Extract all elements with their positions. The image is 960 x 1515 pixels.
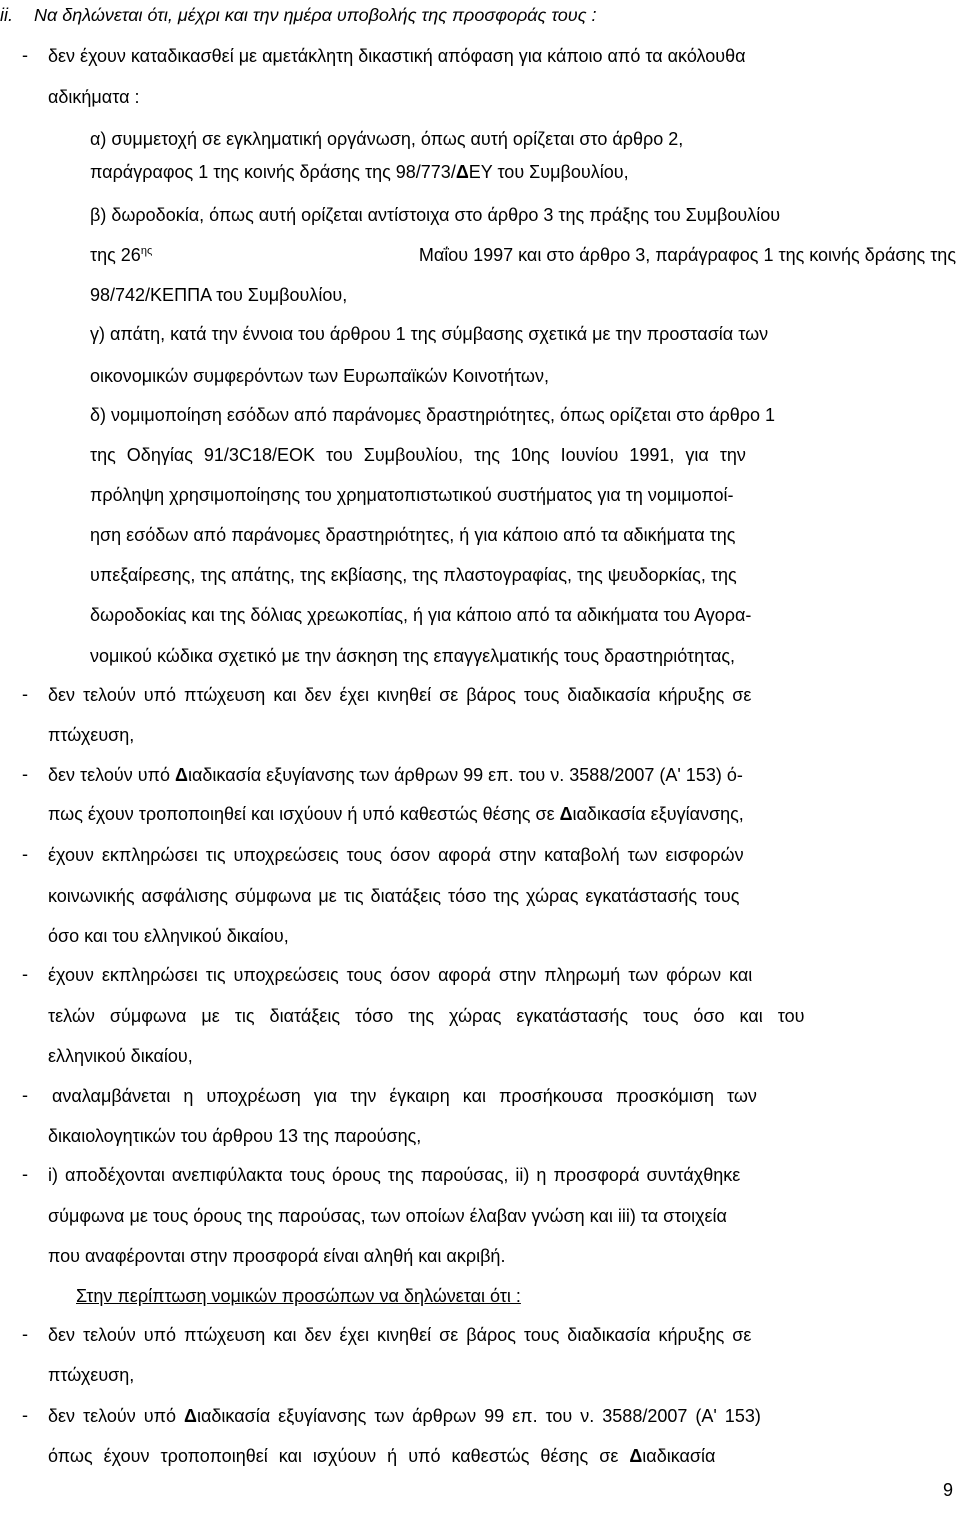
obligation-line-1: αναλαμβάνεται η υποχρέωση για την έγκαιρη και προσήκουσα προσκόμιση των (52, 1086, 757, 1106)
item-d-line-5: υπεξαίρεσης, της απάτης, της εκβίασης, της πλαστογραφίας, της ψευδορκίας, της (90, 565, 737, 585)
section-numeral: ii. (0, 5, 13, 25)
acceptance-line-1: i) αποδέχονται ανεπιφύλακτα τους όρους της παρούσας, ii) η προσφορά συντάχθηκε (48, 1165, 741, 1185)
acceptance-line-3: που αναφέρονται στην προσφορά είναι αληθή και ακριβή. (48, 1246, 506, 1266)
list-dash: - (22, 764, 28, 784)
section-heading-text: Να δηλώνεται ότι, μέχρι και την ημέρα υποβολής της προσφοράς τους : (34, 5, 597, 25)
list-dash: - (22, 964, 28, 984)
legal-persons-heading: Στην περίπτωση νομικών προσώπων να δηλώνεται ότι : (76, 1286, 521, 1306)
taxes-line-3: ελληνικού δικαίου, (48, 1046, 193, 1066)
list-dash: - (22, 45, 28, 65)
bankruptcy2-line-1: δεν τελούν υπό πτώχευση και δεν έχει κινηθεί σε βάρος τους διαδικασία κήρυξης σε (48, 1325, 752, 1345)
restructuring2-line-1: δεν τελούν υπό Διαδικασία εξυγίανσης των άρθρων 99 επ. του ν. 3588/2007 (Α' 153) (48, 1406, 761, 1426)
section-heading (0, 4, 597, 26)
taxes-line-2: τελών σύμφωνα με τις διατάξεις τόσο της χώρας εγκατάστασής τους όσο και του (48, 1006, 805, 1026)
restructuring-line-1: δεν τελούν υπό Διαδικασία εξυγίανσης των άρθρων 99 επ. του ν. 3588/2007 (Α' 153) ό- (48, 765, 743, 785)
item-d-line-3: πρόληψη χρησιμοποίησης του χρηματοπιστωτικού συστήματος για τη νομιμοποί- (90, 485, 734, 505)
acceptance-line-2: σύμφωνα με τους όρους της παρούσας, των οποίων έλαβαν γνώση και iii) τα στοιχεία (48, 1206, 727, 1226)
list-dash: - (22, 684, 28, 704)
item-b-line-2: της $26^{\eta\varsigma}$ Μαΐου 1997 και στο άρθρο 3, παράγραφος 1 της κοινής δράσης της (90, 245, 956, 265)
page-number: 9 (943, 1480, 954, 1500)
item-b-line-1: β) δωροδοκία, όπως αυτή ορίζεται αντίστοιχα στο άρθρο 3 της πράξης του Συμβουλίου (90, 205, 781, 225)
obligation-line-2: δικαιολογητικών του άρθρου 13 της παρούσης, (48, 1126, 422, 1146)
taxes-line-1: έχουν εκπληρώσει τις υποχρεώσεις τους όσον αφορά στην πληρωμή των φόρων και (48, 965, 753, 985)
restructuring-line-2: πως έχουν τροποποιηθεί και ισχύουν ή υπό καθεστώς θέσης σε Διαδικασία εξυγίανσης, (48, 804, 744, 824)
social-line-1: έχουν εκπληρώσει τις υποχρεώσεις τους όσον αφορά στην καταβολή των εισφορών (48, 845, 744, 865)
item-d-line-7: νομικού κώδικα σχετικό με την άσκηση της επαγγελματικής τους δραστηριότητας, (90, 646, 736, 666)
list-dash: - (22, 1324, 28, 1344)
bankruptcy-line-2: πτώχευση, (48, 725, 135, 745)
item-c-line-1: γ) απάτη, κατά την έννοια του άρθρου 1 της σύμβασης σχετικά με την προστασία των (90, 324, 769, 344)
list-dash: - (22, 1405, 28, 1425)
list-dash: - (22, 844, 28, 864)
social-line-3: όσο και του ελληνικού δικαίου, (48, 926, 289, 946)
item-a-line-1: α) συμμετοχή σε εγκληματική οργάνωση, όπως αυτή ορίζεται στο άρθρο 2, (90, 129, 684, 149)
item-d-line-2: της Οδηγίας 91/3C18/ΕΟΚ του Συμβουλίου, της 10ης Ιουνίου 1991, για την (90, 445, 746, 465)
item-a-line-2: παράγραφος 1 της κοινής δράσης της 98/773/ΔΕΥ του Συμβουλίου, (90, 162, 629, 182)
bankruptcy2-line-2: πτώχευση, (48, 1365, 135, 1385)
item-d-line-4: ηση εσόδων από παράνομες δραστηριότητες, ή για κάποιο από τα αδικήματα της (90, 525, 736, 545)
item-d-line-6: δωροδοκίας και της δόλιας χρεωκοπίας, ή για κάποιο από τα αδικήματα του Αγορα- (90, 605, 752, 625)
social-line-2: κοινωνικής ασφάλισης σύμφωνα με τις διατάξεις τόσο της χώρας εγκατάστασής τους (48, 886, 740, 906)
item-d-line-1: δ) νομιμοποίηση εσόδων από παράνομες δραστηριότητες, όπως ορίζεται στο άρθρο 1 (90, 405, 776, 425)
list-dash: - (22, 1164, 28, 1184)
bankruptcy-line-1: δεν τελούν υπό πτώχευση και δεν έχει κινηθεί σε βάρος τους διαδικασία κήρυξης σε (48, 685, 752, 705)
item-c-line-2: οικονομικών συμφερόντων των Ευρωπαϊκών Κοινοτήτων, (90, 366, 549, 386)
item-b-line-3: 98/742/ΚΕΠΠΑ του Συμβουλίου, (90, 285, 348, 305)
convictions-line-1: δεν έχουν καταδικασθεί με αμετάκλητη δικαστική απόφαση για κάποιο από τα ακόλουθα (48, 46, 746, 66)
list-dash: - (22, 1085, 28, 1105)
convictions-line-2: αδικήματα : (48, 87, 140, 107)
restructuring2-line-2: όπως έχουν τροποποιηθεί και ισχύουν ή υπό καθεστώς θέσης σε Διαδικασία (48, 1446, 716, 1466)
